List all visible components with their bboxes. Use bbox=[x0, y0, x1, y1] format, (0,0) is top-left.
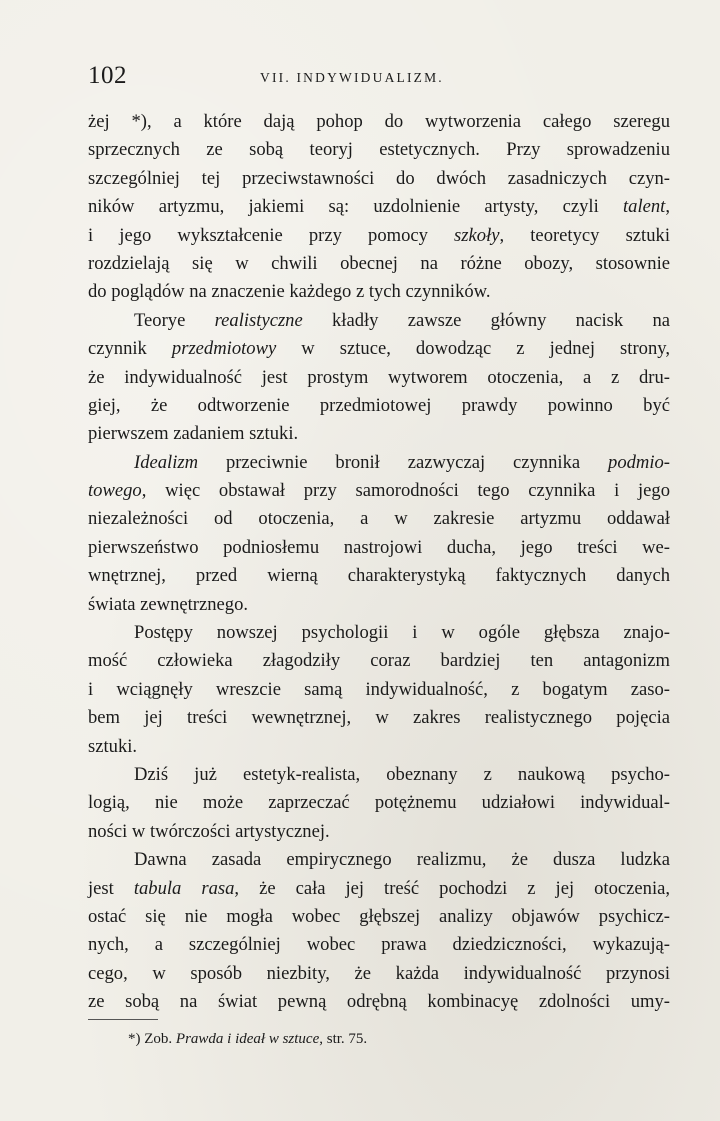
text-line: ze sobą na świat pewną odrębną kombinacyę zdolności umy- bbox=[88, 991, 670, 1013]
page-number: 102 bbox=[88, 62, 127, 89]
text-line: do poglądów na znaczenie każdego z tych czynników. bbox=[88, 281, 491, 303]
text-line: mość człowieka złagodziły coraz bardziej ten antagonizm bbox=[88, 650, 670, 672]
text-line: ników artyzmu, jakiemi są: uzdolnienie artysty, czyli talent, bbox=[88, 196, 670, 218]
text-line: sztuki. bbox=[88, 735, 138, 757]
paragraph bbox=[88, 761, 670, 846]
text-line: Postępy nowszej psychologii i w ogóle głębsza znajo- bbox=[134, 622, 670, 644]
text-line: bem jej treści wewnętrznej, w zakres realistycznego pojęcia bbox=[88, 707, 670, 729]
text-line: niezależności od otoczenia, a w zakresie artyzmu oddawał bbox=[88, 508, 670, 530]
text-line: świata zewnętrznego. bbox=[88, 593, 249, 615]
text-line: Dziś już estetyk-realista, obeznany z naukową psycho- bbox=[134, 763, 670, 785]
text-line: ności w twórczości artystycznej. bbox=[88, 820, 330, 842]
text-line: cego, w sposób niezbity, że każda indywidualność przynosi bbox=[88, 962, 670, 984]
text-line: pierwszem zadaniem sztuki. bbox=[88, 423, 299, 445]
text-line: że indywidualność jest prostym wytworem otoczenia, a z dru- bbox=[88, 366, 670, 388]
footnote-divider bbox=[88, 1019, 158, 1020]
text-line: Idealizm przeciwnie bronił zazwyczaj czynnika podmio- bbox=[134, 451, 670, 473]
text-line: szczególniej tej przeciwstawności do dwóch zasadniczych czyn- bbox=[88, 167, 670, 189]
footnote-title: Prawda i ideał w sztuce bbox=[175, 1031, 320, 1047]
text-line: ostać się nie mogła wobec głębszej analizy objawów psychicz- bbox=[88, 905, 670, 927]
text-line: czynnik przedmiotowy w sztuce, dowodząc z jednej strony, bbox=[88, 338, 670, 360]
text-line: rozdzielają się w chwili obecnej na różne obozy, stosownie bbox=[88, 252, 670, 274]
running-head bbox=[88, 58, 670, 92]
text-line: wnętrznej, przed wierną charakterystyką faktycznych danych bbox=[88, 565, 670, 587]
text-line: Dawna zasada empirycznego realizmu, że dusza ludzka bbox=[134, 849, 670, 871]
text-line: żej *), a które dają pohop do wytworzenia całego szeregu bbox=[88, 111, 670, 132]
text-line: i wciągnęły wreszcie samą indywidualność, z bogatym zaso- bbox=[88, 678, 670, 700]
text-line: giej, że odtworzenie przedmiotowej prawdy powinno być bbox=[88, 394, 670, 416]
paragraph bbox=[88, 449, 670, 619]
text-line: nych, a szczególniej wobec prawa dziedziczności, wykazują- bbox=[88, 934, 670, 956]
footnote-marker: *) bbox=[128, 1031, 141, 1047]
text-line: i jego wykształcenie przy pomocy szkoły, teoretycy sztuki bbox=[88, 224, 670, 246]
text-line: towego, więc obstawał przy samorodności tego czynnika i jego bbox=[88, 480, 670, 502]
footnote bbox=[128, 1031, 367, 1048]
paragraph bbox=[88, 108, 670, 307]
footnote-prefix: Zob. bbox=[144, 1031, 173, 1047]
text-line: pierwszeństwo podniosłemu nastrojowi ducha, jego treści we- bbox=[88, 536, 670, 558]
text-line: Teorye realistyczne kładły zawsze główny nacisk na bbox=[134, 309, 670, 331]
text-line: logią, nie może zaprzeczać potężnemu udziałowi indywidual- bbox=[88, 792, 670, 814]
footnote-suffix: , str. 75. bbox=[319, 1031, 368, 1047]
paragraph bbox=[88, 619, 670, 761]
text-line: jest tabula rasa, że cała jej treść pochodzi z jej otoczenia, bbox=[88, 877, 671, 899]
paragraph bbox=[88, 846, 670, 1016]
paragraph bbox=[88, 307, 670, 449]
body-text bbox=[88, 108, 670, 1017]
section-title: VII. INDYWIDUALIZM. bbox=[260, 70, 444, 85]
text-line: sprzecznych ze sobą teoryj estetycznych. Przy sprowadzeniu bbox=[88, 139, 670, 161]
